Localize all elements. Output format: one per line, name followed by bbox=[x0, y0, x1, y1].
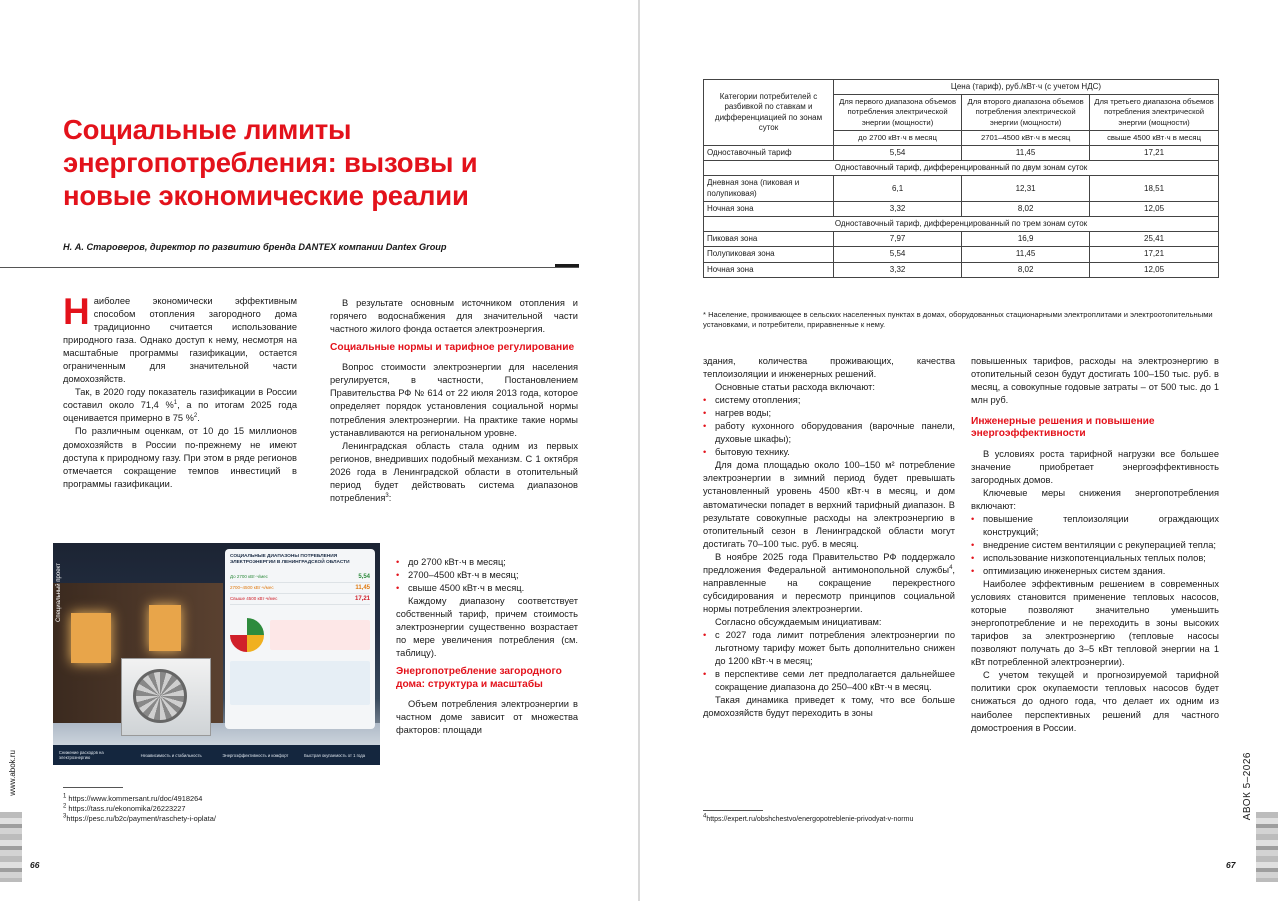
table-row: Одноставочный тариф 5,54 11,45 17,21 bbox=[704, 146, 1219, 161]
figure-credit: Специальный проект bbox=[56, 563, 62, 623]
table-row: Пиковая зона 7,97 16,9 25,41 bbox=[704, 232, 1219, 247]
section-heading: Энергопотребление загородного дома: структура и масштабы bbox=[396, 666, 562, 690]
decorative-pixels bbox=[1256, 812, 1278, 882]
table-header-range: Для третьего диапазона объемов потребления электрической энергии (мощности) bbox=[1090, 95, 1219, 131]
table-header-category: Категории потребителей с разбивкой по ставкам и дифференциацией по зонам суток bbox=[704, 80, 834, 146]
paragraph: Ключевые меры снижения энергопотребления включают: bbox=[971, 487, 1219, 511]
paragraph: Согласно обсуждаемым инициативам: bbox=[715, 616, 882, 627]
table-header-range: Для второго диапазона объемов потребления электрической энергии (мощности) bbox=[962, 95, 1090, 131]
drop-cap: Н bbox=[63, 291, 90, 332]
author-line: Н. А. Староверов, директор по развитию бренда DANTEX компании Dantex Group bbox=[63, 242, 447, 252]
tariff-infographic bbox=[225, 549, 375, 729]
measures-list bbox=[971, 513, 1219, 578]
footnote-link[interactable]: https://www.kommersant.ru/doc/4918264 bbox=[68, 794, 203, 803]
table-row: Ночная зона 3,32 8,02 12,05 bbox=[704, 262, 1219, 277]
infographic-row: До 2700 кВт·ч/мес 5,54 bbox=[230, 572, 370, 583]
table-row: Ночная зона 3,32 8,02 12,05 bbox=[704, 201, 1219, 216]
section-heading: Инженерные решения и повышение энергоэффективности bbox=[971, 416, 1155, 440]
table-note: * Население, проживающее в сельских населенных пунктах в домах, оборудованных стационарными электроплитами и электроотопительными установками, и потребители, приравненные к нему. bbox=[703, 310, 1213, 329]
paragraph: Основные статьи расхода включают: bbox=[715, 382, 875, 393]
footnote-rule bbox=[63, 787, 123, 788]
table-row: Полупиковая зона 5,54 11,45 17,21 bbox=[704, 247, 1219, 262]
left-column-2-wrap bbox=[396, 556, 578, 737]
heat-pump-illustration bbox=[53, 543, 380, 765]
gauge-icon bbox=[230, 618, 264, 652]
right-page bbox=[640, 0, 1278, 901]
paragraph: В условиях роста тарифной нагрузки все большее значение приобретает энергоэффективность загородных домов. bbox=[971, 448, 1219, 485]
list-item: • до 2700 кВт·ч в месяц; bbox=[396, 556, 578, 569]
paragraph: Объем потребления электроэнергии в частном доме зависит от множества факторов: площади bbox=[396, 698, 578, 735]
left-column-2 bbox=[330, 297, 578, 505]
paragraph: Так, в 2020 году показатель газификации в России составил около 71,4 %$^1$, а по итогам 2025 года оценивается примерно в 75 %$^2$. bbox=[63, 387, 297, 424]
initiatives-list bbox=[703, 629, 955, 694]
table-row: Дневная зона (пиковая и полупиковая) 6,1 12,31 18,51 bbox=[704, 176, 1219, 201]
paragraph: Каждому диапазону соответствует собственный тариф, причем стоимость электроэнергии существенно возрастает по мере увеличения потребления (см. таблицу). bbox=[396, 596, 578, 659]
paragraph: Наиболее эффективным решением в современных условиях становится применение тепловых насосов, которые позволяют значительно уменьшить энергопотребление и не переходить в зоны высоких тарифов за электроэнергию (тепловые насосы позволяют получать до 3–5 кВт тепловой энергии на 1 кВт потребленной электроэнергии). bbox=[971, 579, 1219, 668]
paragraph: здания, количества проживающих, качества теплоизоляции и инженерных решений. bbox=[703, 356, 955, 380]
tariff-table bbox=[703, 79, 1219, 278]
decorative-pixels bbox=[0, 812, 22, 882]
list-item: • работу кухонного оборудования (варочные панели, духовые шкафы); bbox=[703, 420, 955, 446]
rule-mark bbox=[555, 264, 579, 267]
paragraph: По различным оценкам, от 10 до 15 миллионов домохозяйств в России по-прежнему не имеют доступа к природному газу. При этом в ряде регионов отмечается сокращение темпов инвестиций в программы газификации. bbox=[63, 426, 297, 489]
infographic-row: 2700–4500 кВт·ч/мес 11,45 bbox=[230, 583, 370, 594]
footnotes: $^1$ https://www.kommersant.ru/doc/4918264 $^2$ https://tass.ru/ekonomika/26223227 $^3$https://pesc.ru/b2c/payment/raschety-i-oplata/ bbox=[63, 793, 216, 824]
footnote-rule bbox=[703, 810, 763, 811]
list-item: • нагрев воды; bbox=[703, 407, 955, 420]
paragraph: Такая динамика приведет к тому, что все больше домохозяйств будут переходить в зоны bbox=[703, 695, 955, 719]
paragraph: Ленинградская область стала одним из первых регионов, внедривших подобный механизм. С 1 октября 2026 года в Ленинградской области в отопительный период будет действовать система диапазонов потребления$^3$: bbox=[330, 440, 578, 503]
header-rule bbox=[0, 267, 579, 268]
paragraph: С учетом текущей и прогнозируемой тарифной политики срок окупаемости тепловых насосов будет снижаться до одного года, что делает их одним из наиболее перспективных решений для частного домостроения в России. bbox=[971, 670, 1219, 733]
right-column-1 bbox=[703, 355, 955, 720]
list-item: • бытовую технику. bbox=[703, 446, 955, 459]
left-column-1 bbox=[63, 291, 297, 491]
page-number: 66 bbox=[30, 860, 40, 870]
page-number: 67 bbox=[1226, 860, 1236, 870]
paragraph: В результате основным источником отопления и горячего водоснабжения для значительной части частного жилого фонда остается электроэнергия. bbox=[330, 298, 578, 335]
list-item: • 2700–4500 кВт·ч в месяц; bbox=[396, 569, 578, 582]
benefits-banner: Снижение расходов на электроэнергию Независимость и стабильность Энергоэффективность и комфорт Быстрая окупаемость от 1 года bbox=[53, 745, 380, 765]
table-range-limit: 2701–4500 кВт·ч в месяц bbox=[962, 130, 1090, 145]
issue-label: АВОК 5–2026 bbox=[1242, 752, 1253, 821]
fan-icon bbox=[133, 669, 187, 723]
footnote-link[interactable]: https://pesc.ru/b2c/payment/raschety-i-oplata/ bbox=[66, 814, 216, 824]
table-range-limit: до 2700 кВт·ч в месяц bbox=[834, 130, 962, 145]
right-column-2 bbox=[971, 355, 1219, 735]
infographic-title: СОЦИАЛЬНЫЕ ДИАПАЗОНЫ ПОТРЕБЛЕНИЯ ЭЛЕКТРОЭНЕРГИИ В ЛЕНИНГРАДСКОЙ ОБЛАСТИ bbox=[230, 554, 350, 565]
footnote-link[interactable]: https://tass.ru/ekonomika/26223227 bbox=[68, 804, 186, 814]
paragraph: В ноябре 2025 года Правительство РФ поддержало предложения Федеральной антимонопольной службы$^4$, направленные на сокращение перекрестного субсидирования и пересмотр принципов социальной нормы потребления электроэнергии. bbox=[703, 551, 955, 614]
table-range-limit: свыше 4500 кВт·ч в месяц bbox=[1090, 130, 1219, 145]
paragraph: повышенных тарифов, расходы на электроэнергию в отопительный сезон будут достигать 100–150 тыс. руб. в месяц, а совокупные годовые затраты – от 500 тыс. до 1 млн руб. bbox=[971, 356, 1219, 406]
table-header-range: Для первого диапазона объемов потребления электрической энергии (мощности) bbox=[834, 95, 962, 131]
site-url: www.abok.ru bbox=[8, 750, 17, 796]
footnote: $^4$https://expert.ru/obshchestvo/energopotreblenie-privodyat-v-normu bbox=[703, 813, 914, 823]
list-item: • внедрение систем вентиляции с рекуперацией тепла; bbox=[971, 539, 1219, 552]
intro-paragraph: Наиболее экономически эффективным способом отопления загородного дома традиционно считается использование природного газа. Однако доступ к нему, несмотря на масштабные программы газификации, остается ограниченным для значительной части домохозяйств. bbox=[63, 291, 297, 385]
paragraph: Вопрос стоимости электроэнергии для населения регулируется, в частности, Постановлением Правительства РФ № 614 от 22 июля 2013 года, которое определяет порядок установления социальной нормы потребления электроэнергии. На практике такие нормы устанавливаются на региональном уровне. bbox=[330, 362, 578, 438]
list-item: • использование низкопотенциальных теплых полов; bbox=[971, 552, 1219, 565]
consumption-ranges-list bbox=[396, 556, 578, 595]
table-section-row: Одноставочный тариф, дифференцированный по двум зонам суток bbox=[704, 161, 1219, 176]
section-heading: Социальные нормы и тарифное регулирование bbox=[330, 342, 575, 354]
list-item: • с 2027 года лимит потребления электроэнергии по льготному тарифу может быть дополнительно снижен до 1200 кВт·ч в месяц; bbox=[703, 629, 955, 668]
list-item: • повышение теплоизоляции ограждающих конструкций; bbox=[971, 513, 1219, 539]
infographic-row: Свыше 4500 кВт·ч/мес 17,21 bbox=[230, 594, 370, 605]
list-item: • в перспективе семи лет предполагается дальнейшее сокращение диапазона до 250–400 кВт·ч в месяц. bbox=[703, 668, 955, 694]
footnote-link[interactable]: https://expert.ru/obshchestvo/energopotreblenie-privodyat-v-normu bbox=[706, 816, 914, 823]
expense-list bbox=[703, 394, 955, 459]
list-item: • свыше 4500 кВт·ч в месяц. bbox=[396, 582, 578, 595]
article-title: Социальные лимиты энергопотребления: вызовы и новые экономические реалии bbox=[63, 114, 478, 211]
list-item: • систему отопления; bbox=[703, 394, 955, 407]
table-header-price: Цена (тариф), руб./кВт·ч (с учетом НДС) bbox=[834, 80, 1219, 95]
paragraph: Для дома площадью около 100–150 м² потребление электроэнергии в зимний период будет превышать установленный уровень 4500 кВт·ч в месяц, и дом автоматически попадет в верхний тарифный диапазон. В результате совокупные расходы на электроэнергию в отопительный сезон в Ленинградской области могут достигать 70–100 тыс. руб. в месяц. bbox=[703, 460, 955, 549]
list-item: • оптимизацию инженерных систем здания. bbox=[971, 565, 1219, 578]
heat-pump-diagram bbox=[230, 661, 370, 705]
table-section-row: Одноставочный тариф, дифференцированный по трем зонам суток bbox=[704, 217, 1219, 232]
